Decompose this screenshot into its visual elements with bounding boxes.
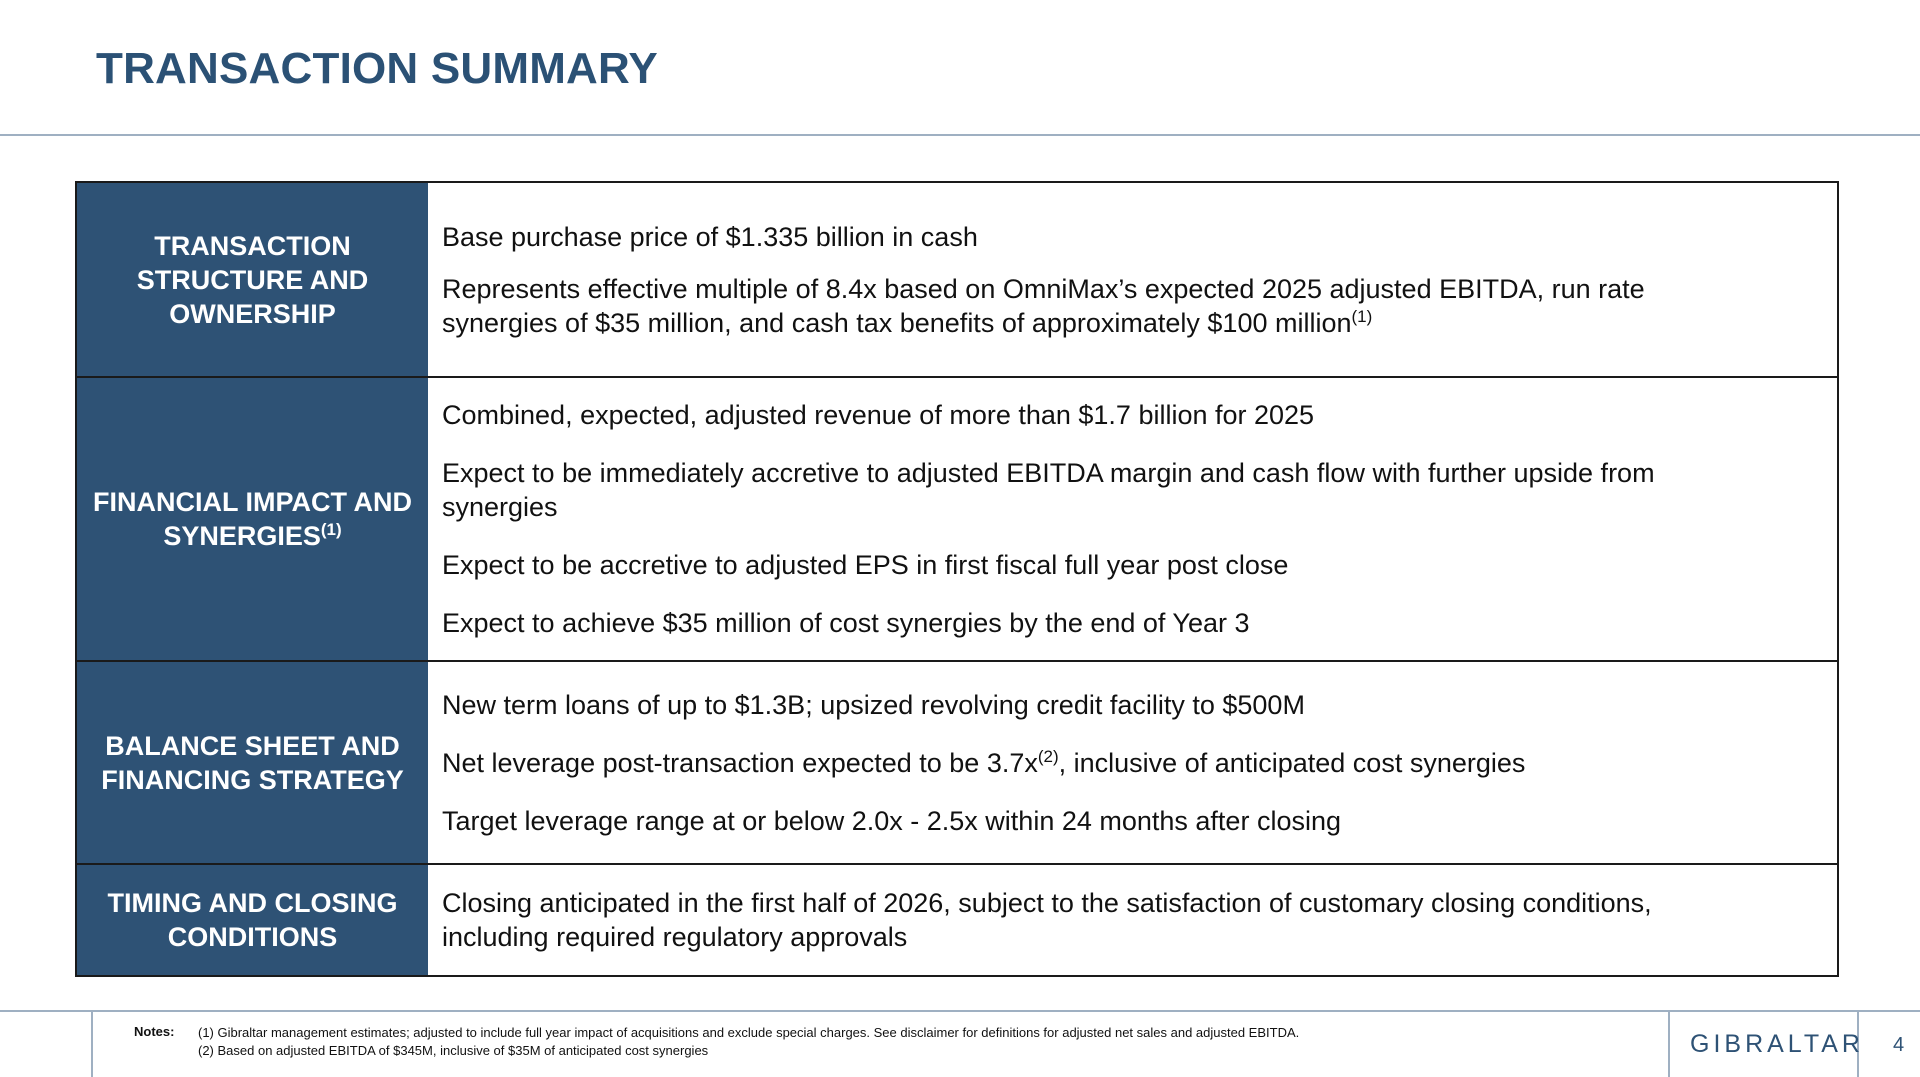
page-number: 4 <box>1893 1034 1905 1056</box>
row-label-text: TRANSACTION STRUCTURE AND OWNERSHIP <box>136 230 369 329</box>
table-row <box>77 662 1837 865</box>
notes-label: Notes: <box>134 1024 175 1039</box>
row-label-main: FINANCIAL IMPACT AND SYNERGIES <box>93 487 412 551</box>
row-label-text <box>89 485 416 553</box>
footnote-ref: (2) <box>1037 746 1059 766</box>
footnote-ref: (1) <box>1351 306 1373 326</box>
list-item <box>442 606 1707 640</box>
row-label <box>77 865 428 975</box>
row-content <box>428 865 1837 975</box>
footer-divider-logo <box>1668 1012 1670 1077</box>
row-label-text: TIMING AND CLOSING CONDITIONS <box>107 888 398 952</box>
item-text: New term loans of up to $1.3B; upsized revolving credit facility to $500M <box>442 689 1305 720</box>
item-text: Target leverage range at or below 2.0x - 2.5x within 24 months after closing <box>442 805 1341 836</box>
table-row <box>77 865 1837 975</box>
title-divider <box>0 134 1920 136</box>
list-item <box>442 456 1707 524</box>
list-item <box>442 398 1707 432</box>
row-label-text: BALANCE SHEET AND FINANCING STRATEGY <box>101 730 404 795</box>
row-content <box>428 662 1837 863</box>
table-row <box>77 378 1837 662</box>
table-row <box>77 183 1837 378</box>
list-item <box>442 886 1707 954</box>
item-text: Expect to be immediately accretive to adjusted EBITDA margin and cash flow with further upside from synergies <box>442 458 1655 522</box>
row-label <box>77 662 428 863</box>
item-text: Closing anticipated in the first half of 2026, subject to the satisfaction of customary closing conditions, including required regulatory approvals <box>442 888 1652 952</box>
item-text: Expect to achieve $35 million of cost synergies by the end of Year 3 <box>442 608 1250 638</box>
footer-divider <box>0 1010 1920 1012</box>
list-item <box>442 746 1707 780</box>
row-content <box>428 378 1837 660</box>
footnote: (1) Gibraltar management estimates; adjusted to include full year impact of acquisitions and exclude special charges. See disclaimer for definitions for adjusted net sales and adjusted EBITDA. <box>198 1025 1300 1040</box>
item-text: Base purchase price of $1.335 billion in cash <box>442 221 978 252</box>
row-label <box>77 183 428 376</box>
footnotes <box>198 1024 1299 1060</box>
footer-divider-left <box>91 1012 93 1077</box>
footnote: (2) Based on adjusted EBITDA of $345M, inclusive of $35M of anticipated cost synergies <box>198 1043 709 1058</box>
item-text: Combined, expected, adjusted revenue of more than $1.7 billion for 2025 <box>442 400 1315 430</box>
list-item <box>442 272 1707 340</box>
page-title: TRANSACTION SUMMARY <box>96 44 658 93</box>
row-label <box>77 378 428 660</box>
item-text: Net leverage post-transaction expected to be 3.7x <box>442 747 1038 778</box>
list-item <box>442 220 1707 254</box>
transaction-summary-table <box>75 181 1839 977</box>
item-text: Represents effective multiple of 8.4x based on OmniMax’s expected 2025 adjusted EBITDA, run rate synergies of $35 million, and cash tax benefits of approximately $100 million <box>442 273 1645 338</box>
gibraltar-logo: GIBRALTAR <box>1690 1030 1864 1058</box>
list-item <box>442 548 1707 582</box>
item-text: , inclusive of anticipated cost synergies <box>1058 747 1526 778</box>
footnote-ref: (1) <box>320 520 342 539</box>
item-text: Expect to be accretive to adjusted EPS in first fiscal full year post close <box>442 550 1289 580</box>
list-item <box>442 688 1707 722</box>
row-content <box>428 183 1837 376</box>
list-item <box>442 804 1707 838</box>
